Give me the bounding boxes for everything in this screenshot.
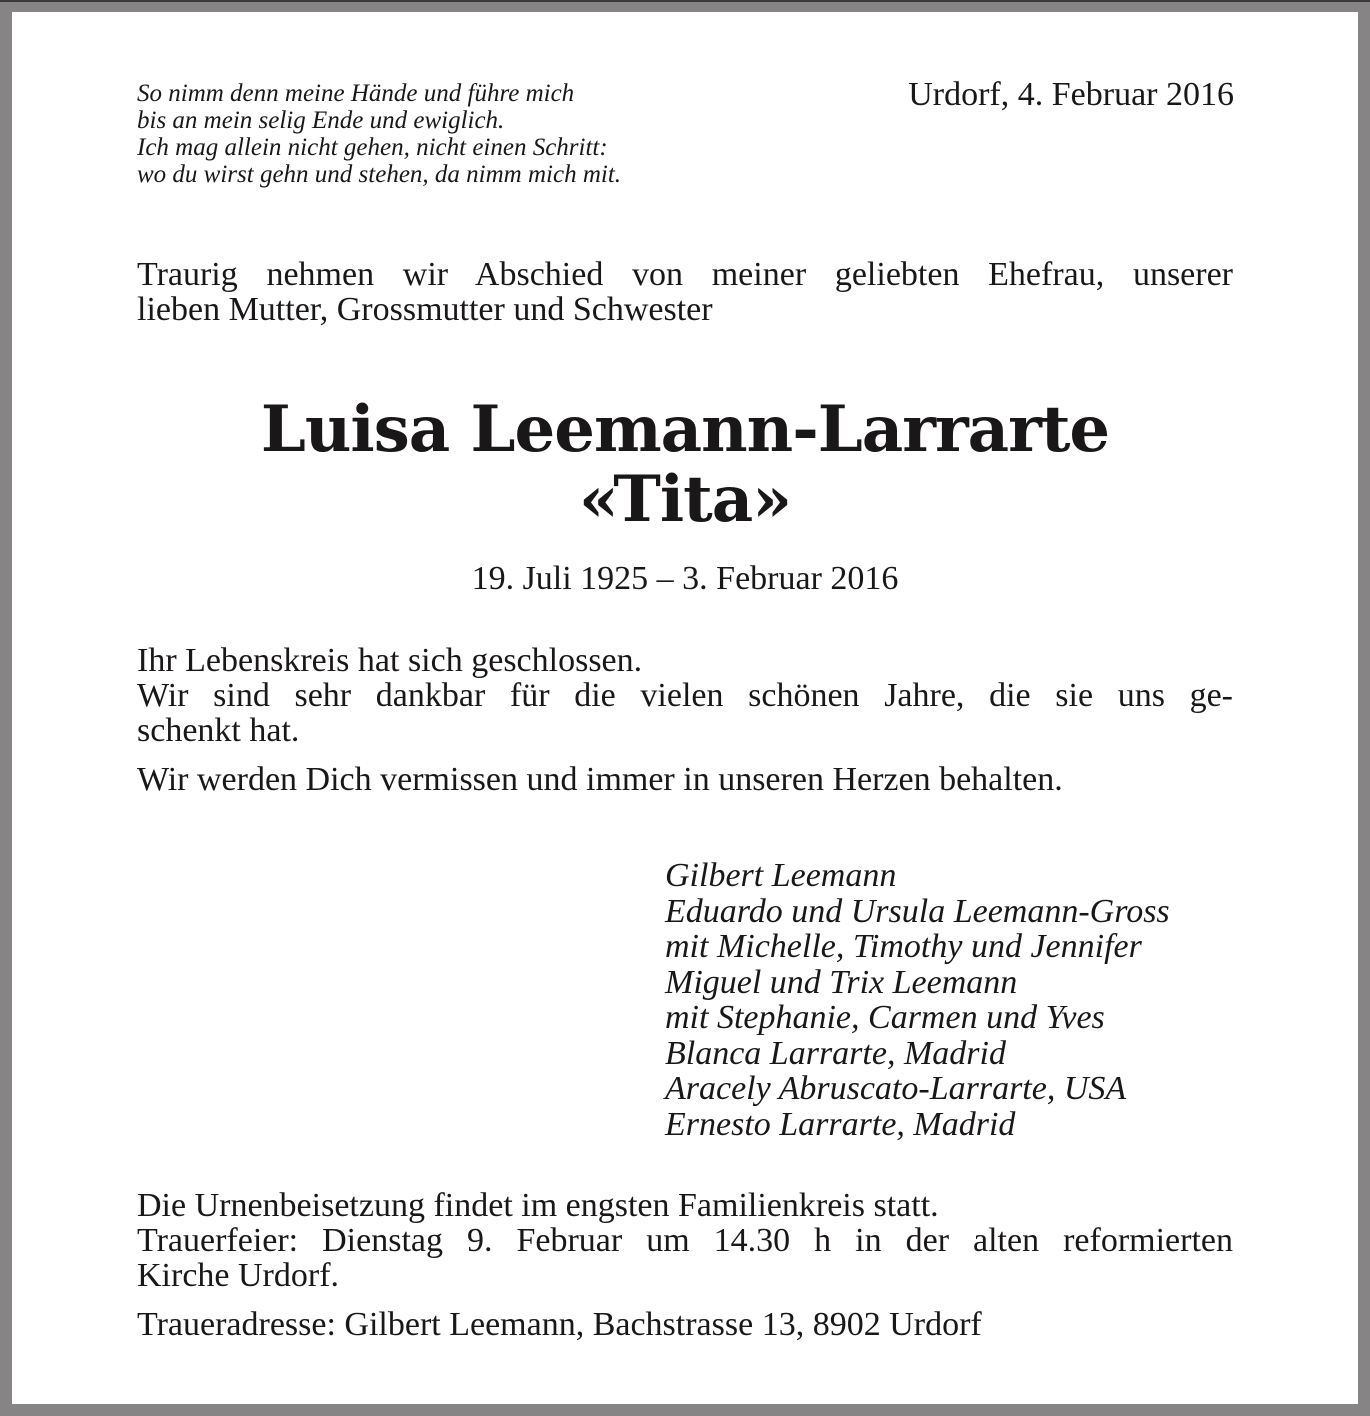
funeral-info xyxy=(137,1188,1233,1342)
message-text xyxy=(137,643,1233,797)
deceased-name-block xyxy=(12,392,1358,537)
mourner: mit Michelle, Timothy und Jennifer xyxy=(665,928,1142,965)
poem-quote xyxy=(137,80,621,188)
mourner: Eduardo und Ursula Leemann-Gross xyxy=(665,892,1170,930)
quote-line: wo du wirst gehn und stehen, da nimm mich mit. xyxy=(137,161,622,188)
mourner: Ernesto Larrarte, Madrid xyxy=(665,1105,1016,1143)
funeral-line: Kirche Urdorf. xyxy=(137,1257,340,1294)
funeral-line: Trauerfeier: Dienstag 9. Februar um 14.30 h in der alten reformierten xyxy=(137,1222,1233,1259)
funeral-line: Die Urnenbeisetzung findet im engsten Familienkreis statt. xyxy=(137,1187,939,1224)
intro-text xyxy=(137,257,1233,327)
message-line: schenkt hat. xyxy=(137,712,300,749)
quote-line: Ich mag allein nicht gehen, nicht einen Schritt: xyxy=(137,134,608,161)
message-line: Ihr Lebenskreis hat sich geschlossen. xyxy=(137,642,643,679)
window-top-edge xyxy=(0,0,1370,2)
place-date: Urdorf, 4. Februar 2016 xyxy=(908,76,1234,113)
quote-line: So nimm denn meine Hände und führe mich xyxy=(137,80,575,107)
mourner: Blanca Larrarte, Madrid xyxy=(665,1034,1006,1072)
intro-line: lieben Mutter, Grossmutter und Schwester xyxy=(137,291,713,328)
deceased-name: Luisa Leemann-Larrarte xyxy=(260,392,1110,467)
mourner: Gilbert Leemann xyxy=(665,857,897,894)
mourners-list xyxy=(665,858,1170,1142)
mourner: Aracely Abruscato-Larrarte, USA xyxy=(665,1070,1127,1107)
mourner: mit Stephanie, Carmen und Yves xyxy=(665,999,1105,1036)
life-dates: 19. Juli 1925 – 3. Februar 2016 xyxy=(471,560,899,597)
deceased-nickname: «Tita» xyxy=(578,462,792,537)
quote-line: bis an mein selig Ende und ewiglich. xyxy=(137,107,505,134)
message-line: Wir werden Dich vermissen und immer in unseren Herzen behalten. xyxy=(137,761,1063,798)
mourner: Miguel und Trix Leemann xyxy=(665,963,1018,1001)
message-line: Wir sind sehr dankbar für die vielen schönen Jahre, die sie uns ge- xyxy=(137,677,1233,714)
obituary-page xyxy=(12,12,1358,1404)
mourning-address: Traueradresse: Gilbert Leemann, Bachstrasse 13, 8902 Urdorf xyxy=(137,1306,982,1343)
intro-line: Traurig nehmen wir Abschied von meiner geliebten Ehefrau, unserer xyxy=(137,256,1233,293)
